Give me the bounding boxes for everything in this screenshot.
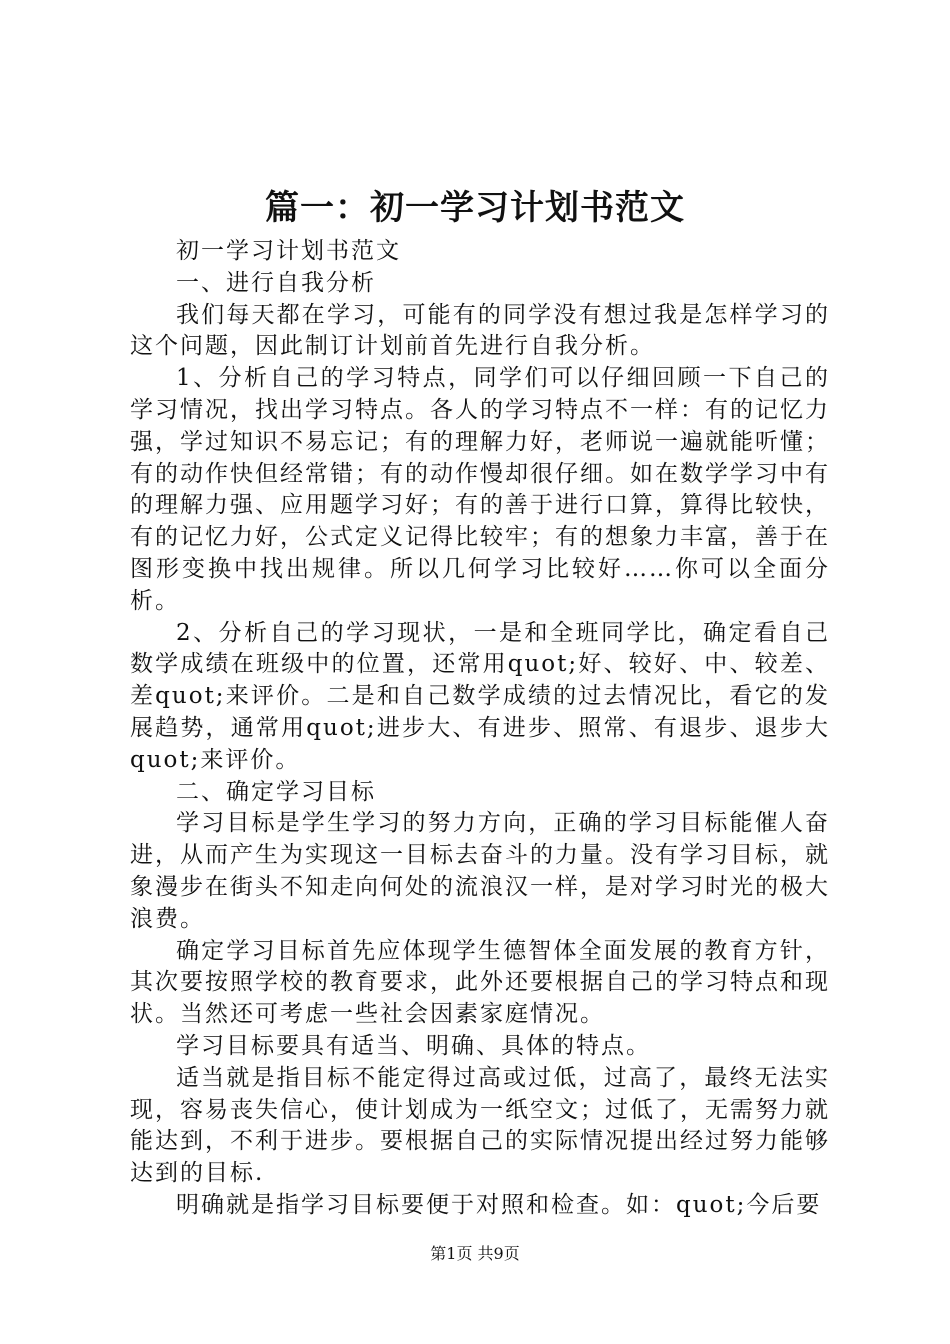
page-footer: 第1页 共9页 [430, 1244, 520, 1263]
paragraph: 2、分析自己的学习现状，一是和全班同学比，确定看自己数学成绩在班级中的位置，还常用quot;好、较好、中、较差、差quot;来评价。二是和自己数学成绩的过去情况比，看它的发展趋势，通常用quot;进步大、有进步、照常、有退步、退步大quot;来评价。 [130, 619, 830, 773]
paragraph: 确定学习目标首先应体现学生德智体全面发展的教育方针，其次要按照学校的教育要求，此外还要根据自己的学习特点和现状。当然还可考虑一些社会因素家庭情况。 [130, 937, 830, 1028]
paragraph: 1、分析自己的学习特点，同学们可以仔细回顾一下自己的学习情况，找出学习特点。各人的学习特点不一样：有的记忆力强，学过知识不易忘记；有的理解力好，老师说一遍就能听懂；有的动作快但经常错；有的动作慢却很仔细。如在数学学习中有的理解力强、应用题学习好；有的善于进行口算，算得比较快，有的记忆力好，公式定义记得比较牢；有的想象力丰富，善于在图形变换中找出规律。所以几何学习比较好……你可以全面分析。 [130, 365, 830, 614]
section-heading-self-analysis: 一、进行自我分析 [176, 269, 376, 296]
document-title: 篇一：初一学习计划书范文 [265, 188, 685, 228]
paragraph-subtitle: 初一学习计划书范文 [176, 238, 401, 264]
paragraph: 学习目标要具有适当、明确、具体的特点。 [176, 1032, 651, 1059]
paragraph: 我们每天都在学习，可能有的同学没有想过我是怎样学习的这个问题，因此制订计划前首先进行自我分析。 [130, 301, 830, 360]
paragraph: 学习目标是学生学习的努力方向，正确的学习目标能催人奋进，从而产生为实现这一目标去奋斗的力量。没有学习目标，就象漫步在街头不知走向何处的流浪汉一样，是对学习时光的极大浪费。 [130, 810, 830, 932]
section-heading-learning-goals: 二、确定学习目标 [176, 778, 376, 805]
paragraph: 适当就是指目标不能定得过高或过低，过高了，最终无法实现，容易丧失信心，使计划成为一纸空文；过低了，无需努力就能达到，不利于进步。要根据自己的实际情况提出经过努力能够达到的目标. [130, 1064, 830, 1187]
document-body [130, 236, 830, 1222]
paragraph: 明确就是指学习目标要便于对照和检查。如：quot;今后要 [176, 1191, 822, 1218]
